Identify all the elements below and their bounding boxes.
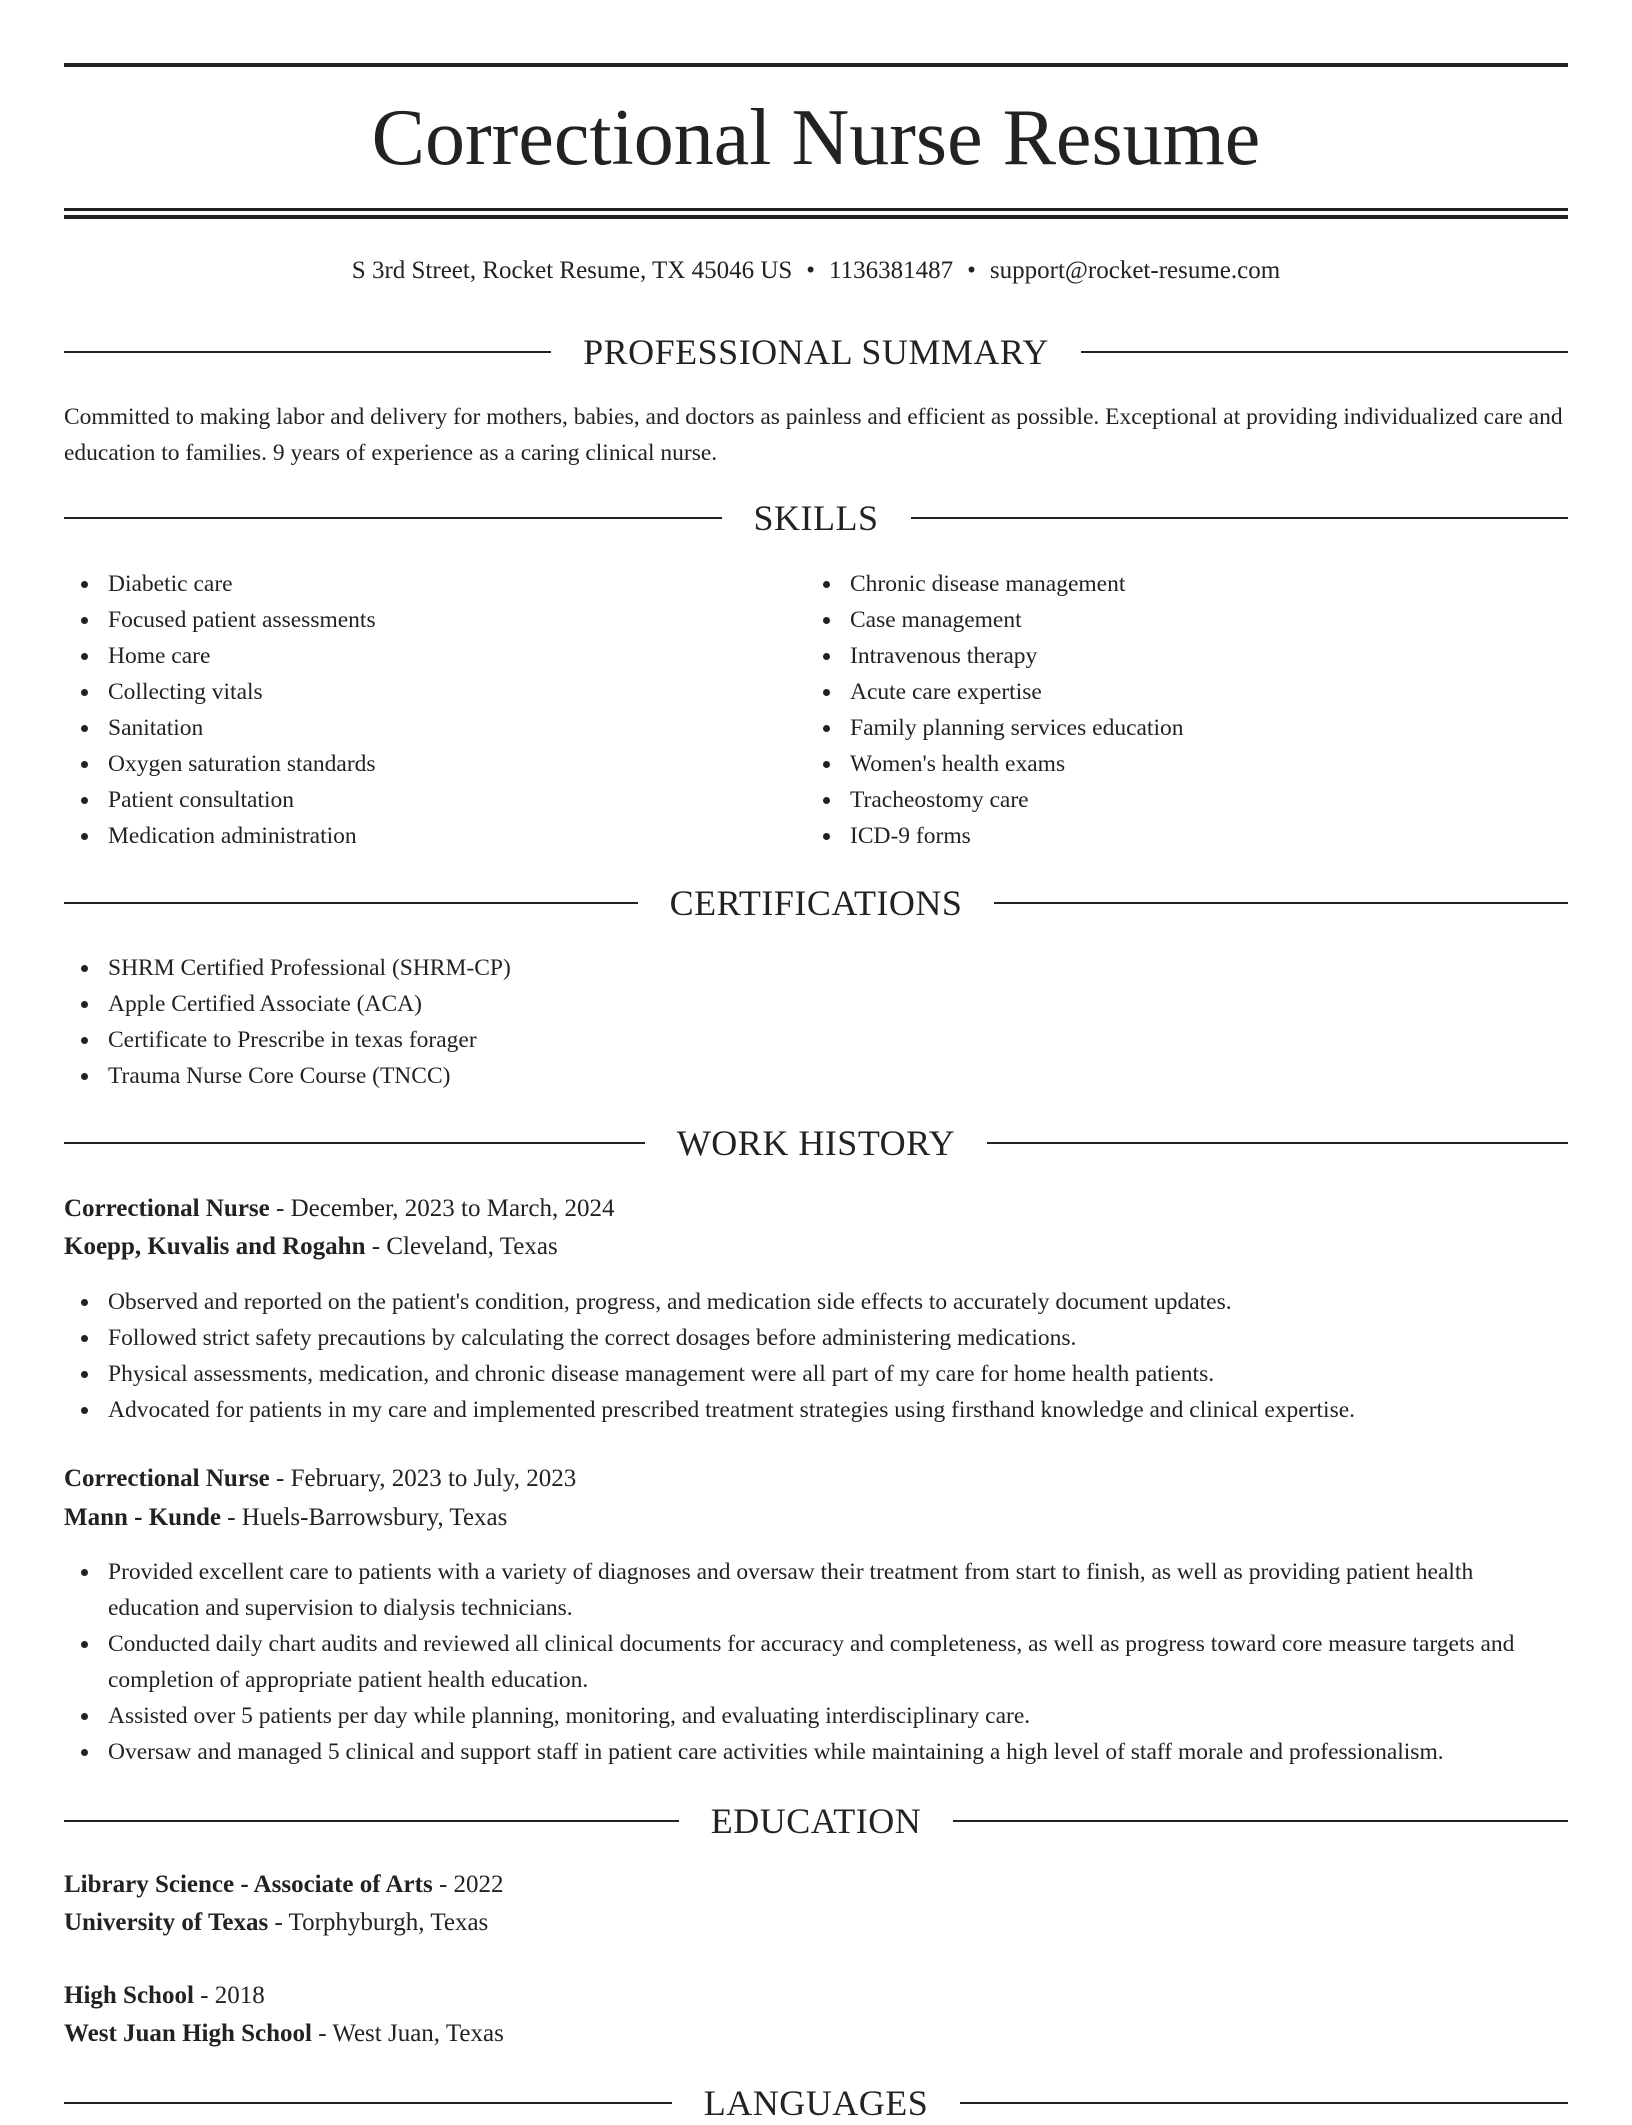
page-title: Correctional Nurse Resume	[371, 94, 1261, 182]
job-duties-list	[64, 1284, 1568, 1428]
skill-item: Focused patient assessments	[64, 602, 804, 638]
job-company: Koepp, Kuvalis and Rogahn	[64, 1233, 366, 1260]
certification-item: Trauma Nurse Core Course (TNCC)	[64, 1058, 1568, 1094]
section-title: LANGUAGES	[703, 2083, 929, 2123]
heading-rule-left	[64, 517, 722, 519]
education-year: - 2018	[193, 1982, 265, 2009]
job-company-line	[64, 1228, 1568, 1266]
section-heading-work-history	[64, 1121, 1568, 1165]
job-duty-item: Assisted over 5 patients per day while planning, monitoring, and evaluating interdisciplinary care.	[64, 1698, 1568, 1734]
title-bottom-rule-second	[64, 215, 1568, 219]
heading-rule-right	[987, 1142, 1568, 1144]
job-location: - Huels-Barrowsbury, Texas	[220, 1504, 508, 1531]
skill-item: Patient consultation	[64, 782, 804, 818]
heading-rule-left	[64, 351, 551, 353]
skill-item: ICD-9 forms	[806, 818, 1566, 854]
education-degree-line	[64, 1866, 1568, 1904]
certifications-list	[64, 950, 1568, 1094]
section-title: PROFESSIONAL SUMMARY	[583, 332, 1049, 372]
job-dates: - December, 2023 to March, 2024	[269, 1195, 615, 1222]
skill-item: Home care	[64, 638, 804, 674]
education-school: University of Texas	[64, 1909, 269, 1936]
skill-item: Intravenous therapy	[806, 638, 1566, 674]
job-company-line	[64, 1499, 1568, 1537]
education-degree: Library Science - Associate of Arts	[64, 1871, 433, 1898]
education-year: - 2022	[432, 1871, 504, 1898]
skills-list-right	[806, 566, 1566, 854]
heading-rule-right	[953, 1820, 1568, 1822]
contact-separator: •	[806, 257, 816, 284]
job-duty-item: Physical assessments, medication, and chronic disease management were all part of my care for home health patients.	[64, 1356, 1568, 1392]
job-company: Mann - Kunde	[64, 1504, 221, 1531]
skill-item: Tracheostomy care	[806, 782, 1566, 818]
section-title: WORK HISTORY	[676, 1123, 956, 1163]
job-duty-item: Followed strict safety precautions by calculating the correct dosages before administering medications.	[64, 1320, 1568, 1356]
job-title-line	[64, 1460, 1568, 1498]
heading-rule-left	[64, 902, 638, 904]
section-title: SKILLS	[753, 498, 879, 538]
certification-item: Apple Certified Associate (ACA)	[64, 986, 1568, 1022]
skill-item: Family planning services education	[806, 710, 1566, 746]
section-title: EDUCATION	[710, 1801, 922, 1841]
summary-text: Committed to making labor and delivery for mothers, babies, and doctors as painless and efficient as possible. Exceptional at providing individualized care and education to families. 9 years of experience as a caring clinical nurse.	[64, 404, 1563, 466]
job-role: Correctional Nurse	[64, 1465, 270, 1492]
section-heading-skills	[64, 496, 1568, 540]
job-title-line	[64, 1190, 1568, 1228]
heading-rule-left	[64, 2102, 672, 2104]
job-dates: - February, 2023 to July, 2023	[269, 1465, 577, 1492]
education-school-line	[64, 1904, 1568, 1942]
job-duty-item: Advocated for patients in my care and implemented prescribed treatment strategies using firsthand knowledge and clinical expertise.	[64, 1392, 1568, 1428]
section-heading-education	[64, 1799, 1568, 1843]
education-location: - West Juan, Texas	[311, 2020, 504, 2047]
contact-phone: 1136381487	[829, 257, 954, 284]
job-role: Correctional Nurse	[64, 1195, 270, 1222]
contact-line	[64, 254, 1568, 288]
job-location: - Cleveland, Texas	[365, 1233, 558, 1260]
section-heading-summary	[64, 330, 1568, 374]
skill-item: Oxygen saturation standards	[64, 746, 804, 782]
heading-rule-right	[911, 517, 1569, 519]
heading-rule-right	[1081, 351, 1568, 353]
certification-item: Certificate to Prescribe in texas forager	[64, 1022, 1568, 1058]
skill-item: Medication administration	[64, 818, 804, 854]
job-duties-list	[64, 1554, 1568, 1770]
skill-item: Chronic disease management	[806, 566, 1566, 602]
certification-item: SHRM Certified Professional (SHRM-CP)	[64, 950, 1568, 986]
section-heading-languages	[64, 2081, 1568, 2125]
education-degree: High School	[64, 1982, 194, 2009]
heading-rule-left	[64, 1142, 645, 1144]
education-degree-line	[64, 1977, 1568, 2015]
heading-rule-right	[994, 902, 1568, 904]
heading-rule-right	[960, 2102, 1568, 2104]
section-title: CERTIFICATIONS	[669, 883, 963, 923]
contact-address: S 3rd Street, Rocket Resume, TX 45046 US	[351, 257, 793, 284]
title-bottom-rule	[64, 208, 1568, 211]
education-location: - Torphyburgh, Texas	[268, 1909, 489, 1936]
skill-item: Case management	[806, 602, 1566, 638]
job-duty-item: Conducted daily chart audits and reviewed all clinical documents for accuracy and completeness, as well as progress toward core measure targets and completion of appropriate patient health education.	[64, 1626, 1568, 1698]
contact-separator: •	[967, 257, 976, 284]
education-school-line	[64, 2015, 1568, 2053]
skill-item: Women's health exams	[806, 746, 1566, 782]
skills-list-left	[64, 566, 804, 854]
education-school: West Juan High School	[64, 2020, 312, 2047]
contact-email: support@rocket-resume.com	[989, 257, 1281, 284]
title-top-rule	[64, 63, 1568, 67]
job-duty-item: Observed and reported on the patient's condition, progress, and medication side effects to accurately document updates.	[64, 1284, 1568, 1320]
heading-rule-left	[64, 1820, 679, 1822]
skill-item: Acute care expertise	[806, 674, 1566, 710]
job-duty-item: Oversaw and managed 5 clinical and support staff in patient care activities while maintaining a high level of staff morale and professionalism.	[64, 1734, 1568, 1770]
skill-item: Diabetic care	[64, 566, 804, 602]
section-heading-certifications	[64, 881, 1568, 925]
skill-item: Sanitation	[64, 710, 804, 746]
job-duty-item: Provided excellent care to patients with a variety of diagnoses and oversaw their treatment from start to finish, as well as providing patient health education and supervision to dialysis technicians.	[64, 1554, 1568, 1626]
skill-item: Collecting vitals	[64, 674, 804, 710]
